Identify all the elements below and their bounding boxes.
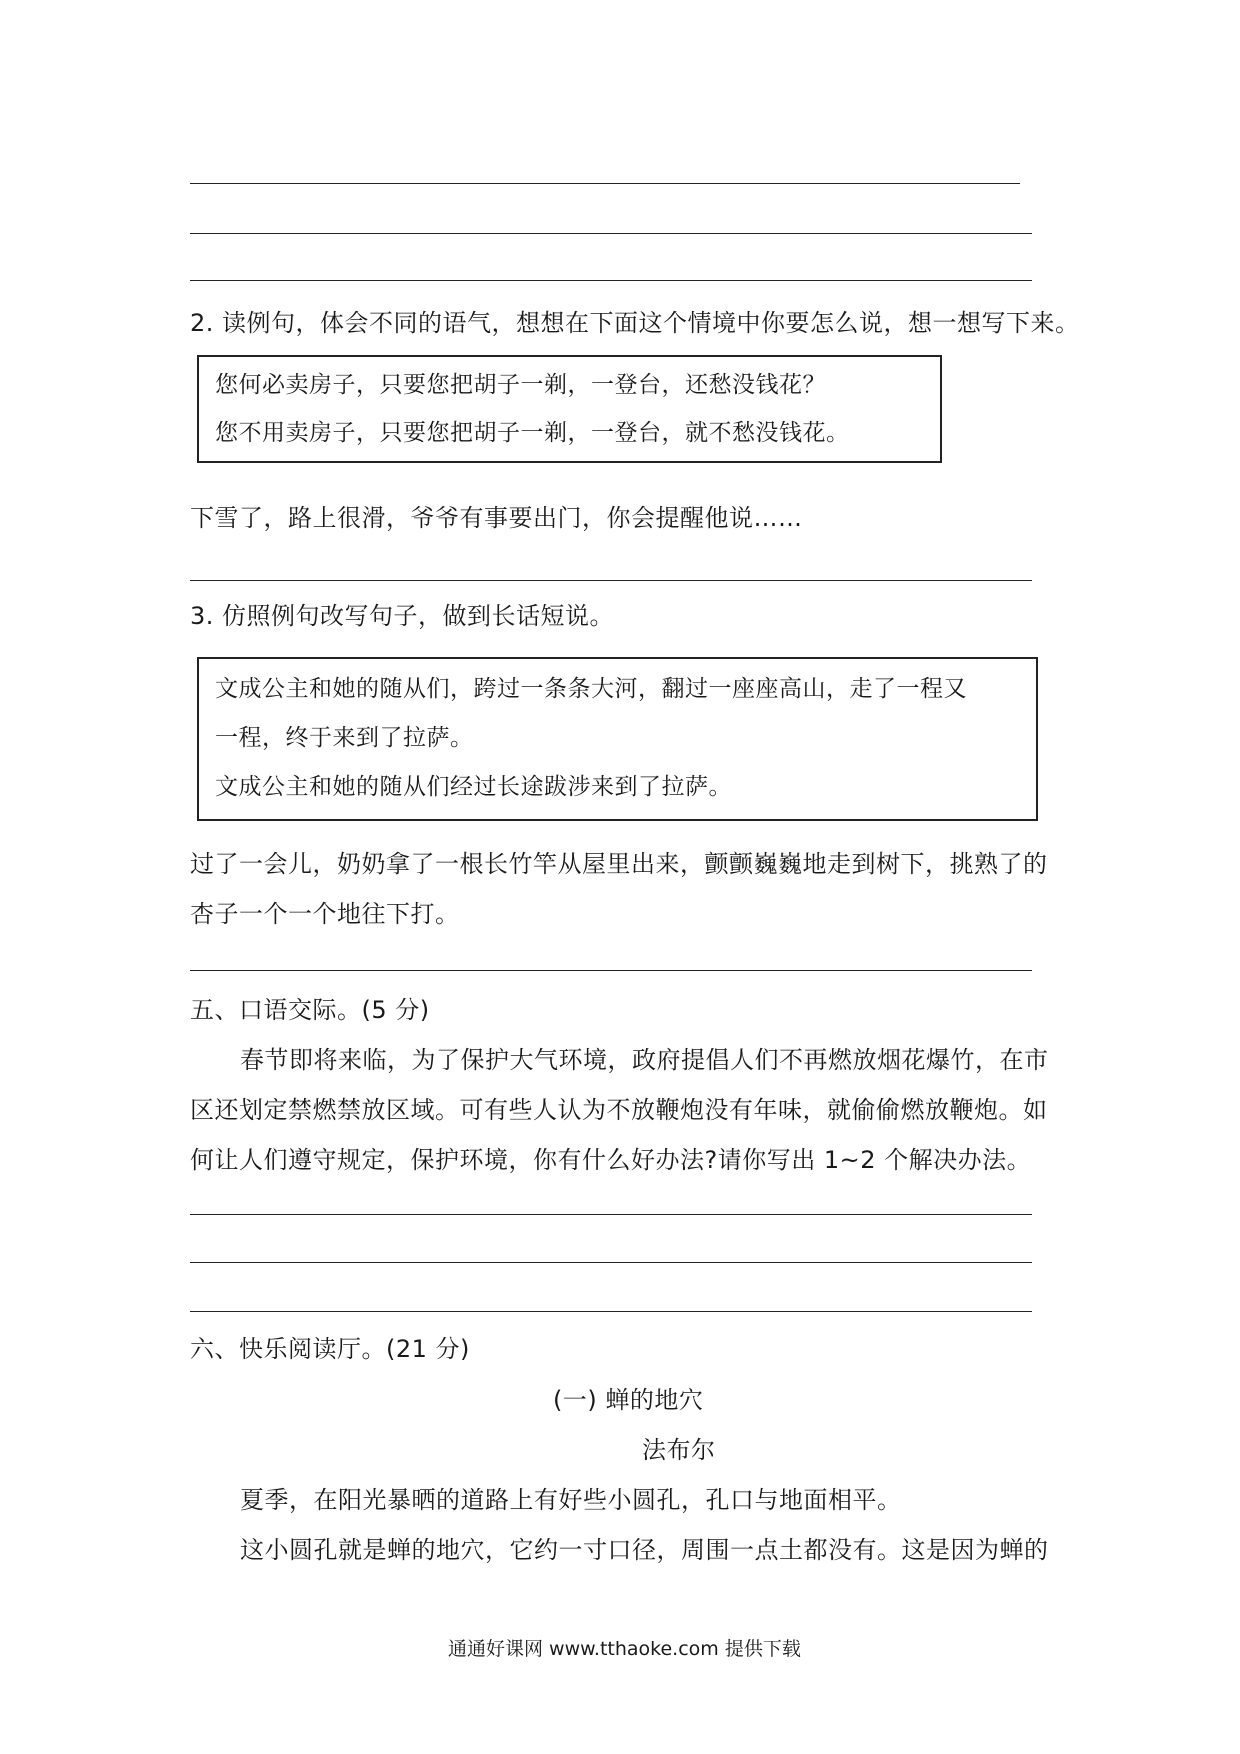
passage-paragraph: 这小圆孔就是蝉的地穴，它约一寸口径，周围一点土都没有。这是因为蝉的 bbox=[240, 1536, 1049, 1564]
question-2-scenario: 下雪了，路上很滑，爷爷有事要出门，你会提醒他说…… bbox=[190, 504, 803, 532]
section-5-paragraph-cont: 区还划定禁燃禁放区域。可有些人认为不放鞭炮没有年味，就偷偷燃放鞭炮。如 bbox=[190, 1096, 1048, 1124]
section-5-heading: 五、口语交际。(5 分) bbox=[190, 996, 430, 1024]
question-2-prompt: 2. 读例句，体会不同的语气，想想在下面这个情境中你要怎么说，想一想写下来。 bbox=[190, 309, 1080, 337]
section-6-heading: 六、快乐阅读厅。(21 分) bbox=[190, 1335, 470, 1363]
example-sentence-1-cont: 一程，终于来到了拉萨。 bbox=[215, 725, 474, 751]
answer-line[interactable] bbox=[190, 1262, 1032, 1263]
passage-author: 法布尔 bbox=[642, 1436, 716, 1464]
question-3-prompt: 3. 仿照例句改写句子，做到长话短说。 bbox=[190, 602, 615, 630]
answer-line[interactable] bbox=[190, 183, 1020, 184]
answer-line[interactable] bbox=[190, 1311, 1032, 1312]
footer-source: 通通好课网 www.tthaoke.com 提供下载 bbox=[448, 1638, 801, 1660]
answer-line[interactable] bbox=[190, 580, 1032, 581]
example-sentence-2: 文成公主和她的随从们经过长途跋涉来到了拉萨。 bbox=[215, 774, 732, 800]
example-sentence-1: 您何必卖房子，只要您把胡子一剃，一登台，还愁没钱花？ bbox=[215, 372, 826, 398]
passage-paragraph: 夏季，在阳光暴晒的道路上有好些小圆孔，孔口与地面相平。 bbox=[240, 1486, 902, 1514]
question-3-sentence: 过了一会儿，奶奶拿了一根长竹竿从屋里出来，颤颤巍巍地走到树下，挑熟了的 bbox=[190, 850, 1048, 878]
question-3-sentence-cont: 杏子一个一个地往下打。 bbox=[190, 900, 460, 928]
section-5-paragraph-cont: 何让人们遵守规定，保护环境，你有什么好办法?请你写出 1~2 个解决办法。 bbox=[190, 1146, 1032, 1174]
passage-title: (一) 蝉的地穴 bbox=[553, 1386, 704, 1414]
answer-line[interactable] bbox=[190, 970, 1032, 971]
example-sentence-2: 您不用卖房子，只要您把胡子一剃，一登台，就不愁没钱花。 bbox=[215, 420, 850, 446]
section-5-paragraph: 春节即将来临，为了保护大气环境，政府提倡人们不再燃放烟花爆竹，在市 bbox=[240, 1046, 1049, 1074]
answer-line[interactable] bbox=[190, 280, 1032, 281]
answer-line[interactable] bbox=[190, 1214, 1032, 1215]
example-sentence-1: 文成公主和她的随从们，跨过一条条大河，翻过一座座高山，走了一程又 bbox=[215, 676, 967, 702]
answer-line[interactable] bbox=[190, 233, 1032, 234]
